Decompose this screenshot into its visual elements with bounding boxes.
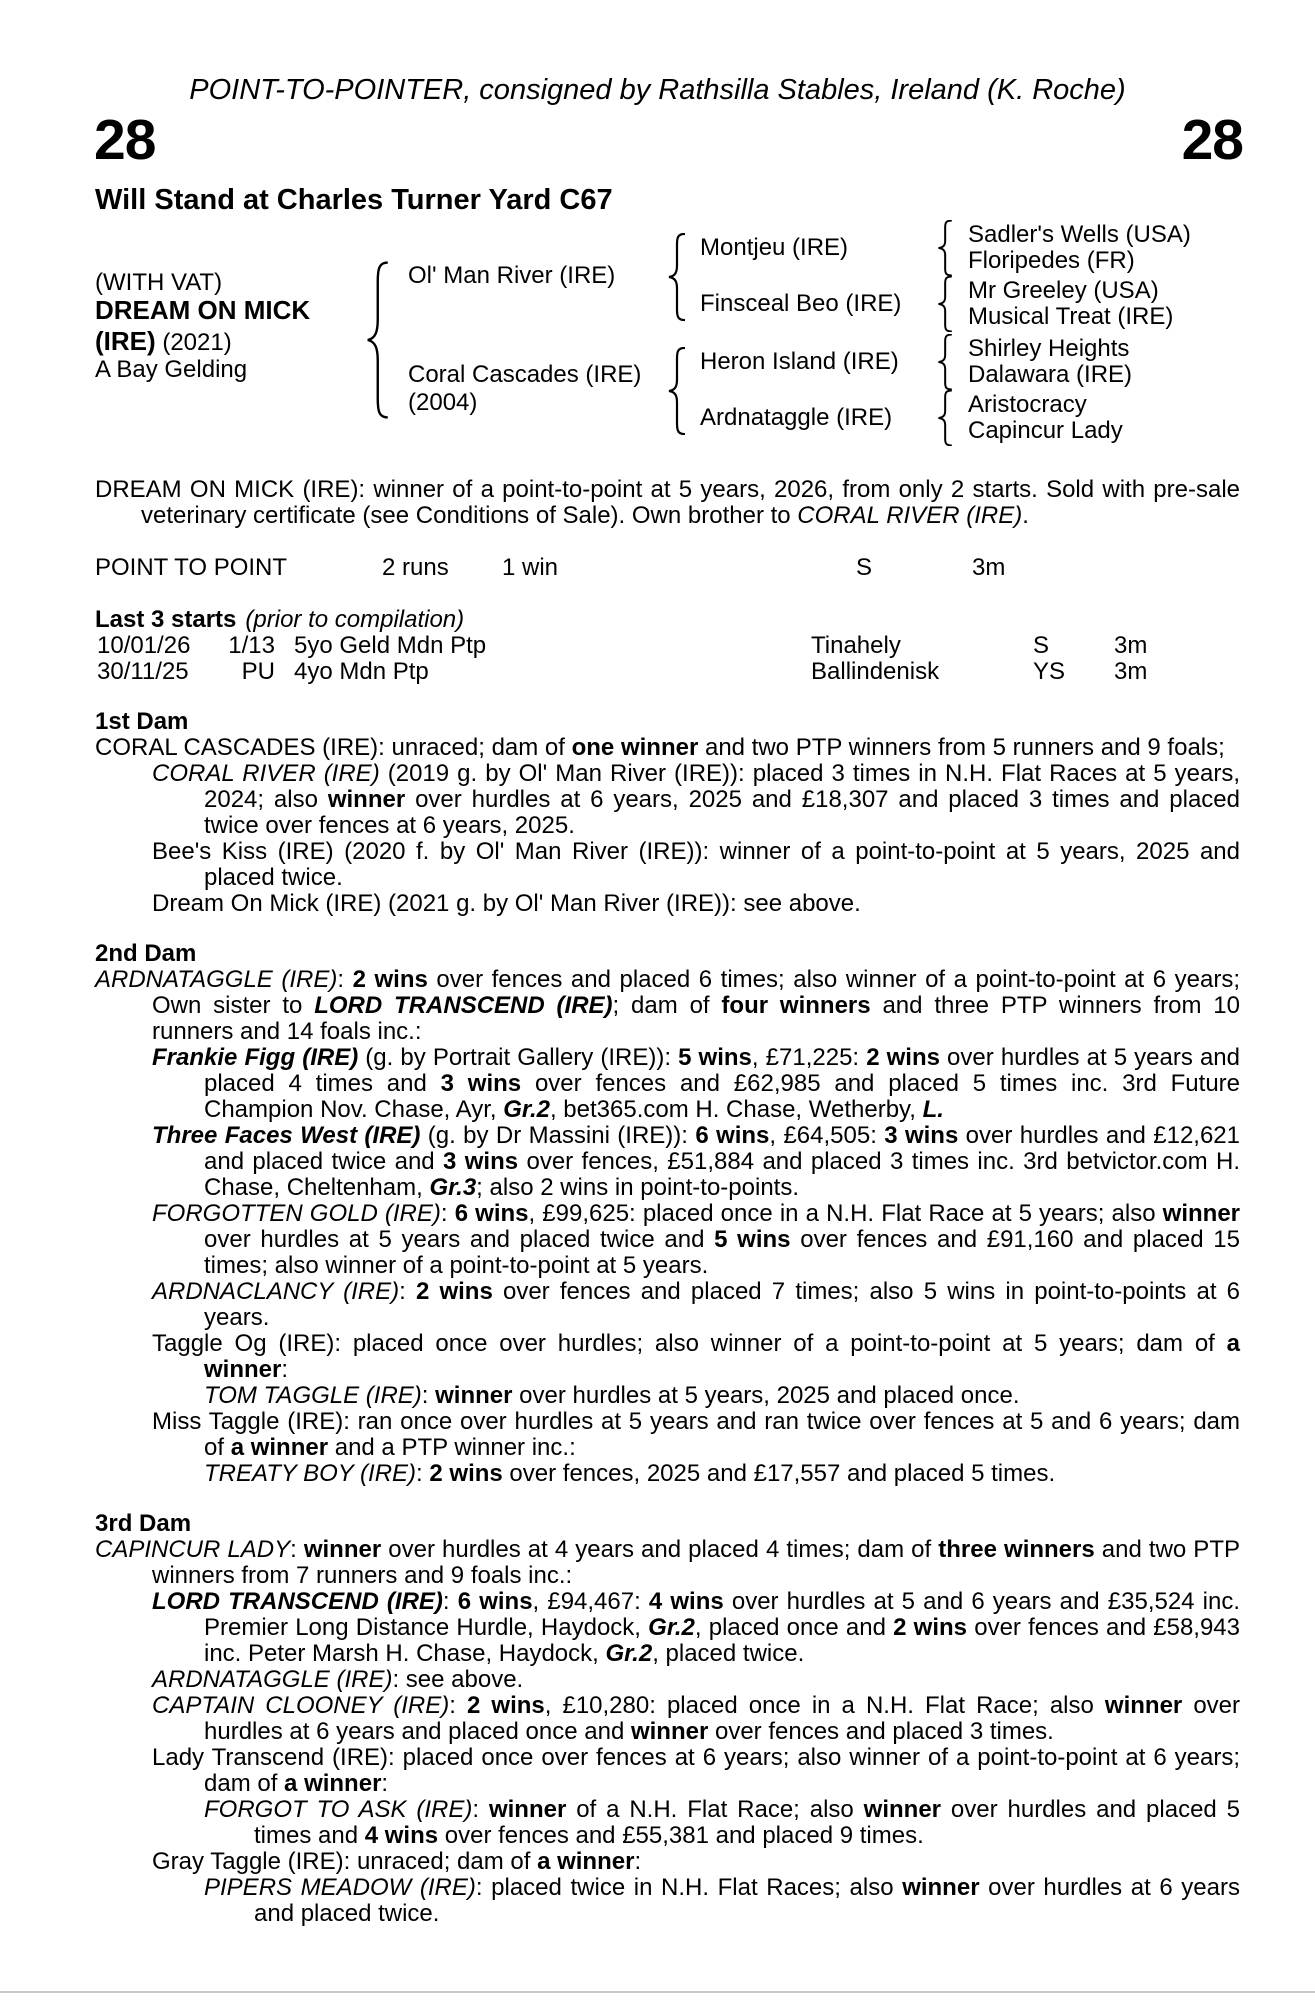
text-run: over hurdles at 5 years and placed twice and bbox=[204, 1226, 715, 1253]
text-run: FORGOTTEN GOLD (IRE) bbox=[152, 1200, 441, 1227]
start-venue: Tinahely bbox=[811, 632, 901, 659]
last-start-row bbox=[95, 633, 1240, 659]
pedigree-brace bbox=[364, 261, 394, 419]
text-run: , £99,625: placed once in a N.H. Flat Race at 5 years; also bbox=[528, 1200, 1163, 1227]
race-record-wins: 1 win bbox=[502, 554, 559, 581]
text-run: , £10,280: placed once in a N.H. Flat Race; also bbox=[544, 1692, 1105, 1719]
text-run: 3 wins bbox=[884, 1122, 959, 1149]
text-run: over hurdles at 6 years and placed once and bbox=[204, 1692, 1241, 1745]
text-run: TREATY BOY (IRE) bbox=[204, 1460, 417, 1487]
catalogue-paragraph bbox=[95, 1383, 1240, 1409]
start-position: 1/13 bbox=[228, 632, 275, 659]
text-run: over hurdles at 5 years and placed 4 times and bbox=[204, 1044, 1240, 1097]
text-run: over hurdles at 4 years and placed 4 times; dam of bbox=[381, 1536, 939, 1563]
catalogue-paragraph bbox=[95, 1123, 1240, 1201]
start-date: 10/01/26 bbox=[97, 632, 191, 659]
text-run: , placed once and bbox=[694, 1614, 894, 1641]
text-run: : placed twice in N.H. Flat Races; also bbox=[475, 1874, 903, 1901]
start-going: S bbox=[1033, 632, 1050, 659]
start-going: YS bbox=[1033, 658, 1066, 685]
catalogue-paragraph bbox=[95, 1745, 1240, 1797]
lot-number-right: 28 bbox=[1181, 108, 1243, 172]
text-run: : bbox=[290, 1536, 304, 1563]
text-run: Lady Transcend (IRE): placed once over fences at 6 years; also winner of a point-to-point at 6 years; dam of bbox=[152, 1744, 1240, 1797]
text-run: : bbox=[449, 1692, 467, 1719]
pedigree-grandsire-sire-side: Montjeu (IRE) bbox=[700, 234, 849, 261]
pedigree-grandsire-dam-side: Heron Island (IRE) bbox=[700, 348, 899, 375]
text-run: : bbox=[381, 1770, 389, 1797]
text-run: TOM TAGGLE (IRE) bbox=[204, 1382, 422, 1409]
text-run: Bee's Kiss (IRE) (2020 f. by Ol' Man River (IRE)): winner of a point-to-point at 5 years, 2025 and placed twice. bbox=[152, 838, 1240, 891]
text-run: a winner bbox=[230, 1434, 329, 1461]
text-run: over fences and £58,943 inc. Peter Marsh H. Chase, Haydock, bbox=[204, 1614, 1241, 1667]
text-run: winner bbox=[1104, 1692, 1183, 1719]
text-run: over fences and £62,985 and placed 5 times inc. 3rd Future Champion Nov. Chase, Ayr, bbox=[204, 1070, 1241, 1123]
start-date: 30/11/25 bbox=[97, 658, 189, 685]
catalogue-paragraph bbox=[95, 891, 1240, 917]
pedigree-great-grandparent: Shirley Heights bbox=[968, 335, 1130, 362]
text-run: a winner bbox=[284, 1770, 382, 1797]
text-run: , £94,467: bbox=[532, 1588, 649, 1615]
stand-location-line: Will Stand at Charles Turner Yard C67 bbox=[95, 184, 613, 216]
pedigree-brace bbox=[936, 220, 956, 276]
text-run: : bbox=[472, 1796, 489, 1823]
race-record-row bbox=[95, 555, 1240, 581]
last-starts-note: (prior to compilation) bbox=[245, 606, 465, 633]
text-run: : bbox=[281, 1356, 289, 1383]
pedigree-great-grandparent: Capincur Lady bbox=[968, 417, 1123, 444]
pedigree-great-grandparent: Aristocracy bbox=[968, 391, 1087, 418]
text-run: winner bbox=[863, 1796, 942, 1823]
pedigree-brace bbox=[936, 276, 956, 332]
text-run: : see above. bbox=[392, 1666, 524, 1693]
text-run: Dream On Mick (IRE) (2021 g. by Ol' Man River (IRE)): see above. bbox=[152, 890, 861, 917]
catalogue-paragraph bbox=[95, 967, 1240, 1045]
text-run: over fences and placed 7 times; also 5 wins in point-to-points at 6 years. bbox=[204, 1278, 1241, 1331]
catalogue-paragraph bbox=[95, 1331, 1240, 1383]
pedigree-great-grandparent: Sadler's Wells (USA) bbox=[968, 221, 1191, 248]
text-run: , placed twice. bbox=[652, 1640, 805, 1667]
pedigree-great-grandparent: Musical Treat (IRE) bbox=[968, 303, 1174, 330]
text-run: CORAL CASCADES (IRE): unraced; dam of bbox=[95, 734, 572, 761]
text-run: , bet365.com H. Chase, Wetherby, bbox=[549, 1096, 923, 1123]
text-run: 6 wins bbox=[454, 1200, 529, 1227]
last-starts-heading bbox=[95, 607, 1240, 633]
text-run: a winner bbox=[204, 1330, 1240, 1383]
text-run: 4 wins bbox=[364, 1822, 439, 1849]
pedigree-brace bbox=[936, 390, 956, 446]
text-run: ARDNACLANCY (IRE) bbox=[152, 1278, 400, 1305]
text-run: winner bbox=[303, 1536, 382, 1563]
catalogue-paragraph bbox=[95, 1409, 1240, 1461]
text-run: over hurdles at 6 years and placed twice. bbox=[254, 1874, 1240, 1927]
text-run: Gr.2 bbox=[648, 1614, 695, 1641]
race-record-runs: 2 runs bbox=[382, 554, 449, 581]
text-run: 2 wins bbox=[866, 1044, 940, 1071]
vat-note: (WITH VAT) bbox=[95, 269, 223, 296]
start-race: 5yo Geld Mdn Ptp bbox=[294, 632, 487, 659]
text-run: 5 wins bbox=[714, 1226, 791, 1253]
consignment-line: POINT-TO-POINTER, consigned by Rathsilla Stables, Ireland (K. Roche) bbox=[189, 74, 1126, 106]
text-run: a winner bbox=[537, 1848, 635, 1875]
text-run: over fences and £55,381 and placed 9 times. bbox=[438, 1822, 924, 1849]
text-run: 3 wins bbox=[443, 1148, 519, 1175]
catalogue-paragraph bbox=[95, 1045, 1240, 1123]
text-run: and three PTP winners from 10 runners and 14 foals inc.: bbox=[152, 992, 1241, 1045]
text-run: over fences, 2025 and £17,557 and placed 5 times. bbox=[502, 1460, 1056, 1487]
pedigree-dam-year: (2004) bbox=[408, 389, 478, 416]
dam-sections bbox=[95, 709, 1240, 1927]
text-run: 2 wins bbox=[352, 966, 428, 993]
text-run: four winners bbox=[721, 992, 871, 1019]
horse-birth-year: (2021) bbox=[162, 329, 232, 356]
start-position: PU bbox=[241, 658, 275, 685]
text-run: FORGOT TO ASK (IRE) bbox=[204, 1796, 473, 1823]
text-run: : bbox=[416, 1460, 430, 1487]
catalogue-paragraph bbox=[95, 839, 1240, 891]
text-run: PIPERS MEADOW (IRE) bbox=[204, 1874, 476, 1901]
text-run: CAPTAIN CLOONEY (IRE) bbox=[152, 1692, 450, 1719]
dam-section-heading: 3rd Dam bbox=[95, 1510, 192, 1537]
text-run: L. bbox=[922, 1096, 944, 1123]
text-run: Miss Taggle (IRE): ran once over hurdles at 5 years and ran twice over fences at 5 and 6 years; dam of bbox=[152, 1408, 1240, 1461]
catalogue-paragraph bbox=[95, 1849, 1240, 1875]
race-record-distance: 3m bbox=[972, 554, 1006, 581]
horse-description: A Bay Gelding bbox=[95, 356, 248, 383]
text-run: Gr.3 bbox=[429, 1174, 477, 1201]
text-run: : bbox=[442, 1588, 458, 1615]
text-run: over fences, £51,884 and placed 3 times inc. 3rd betvictor.com H. Chase, Cheltenham, bbox=[204, 1148, 1240, 1201]
race-record-category: POINT TO POINT bbox=[95, 554, 288, 581]
scan-edge-line bbox=[0, 1991, 1315, 1993]
text-run: 6 wins bbox=[695, 1122, 770, 1149]
catalogue-paragraph bbox=[95, 735, 1240, 761]
text-run: (2019 g. by Ol' Man River (IRE)): placed 3 times in N.H. Flat Races at 5 years, 2024; also bbox=[204, 760, 1240, 813]
pedigree-granddam-sire-side: Finsceal Beo (IRE) bbox=[700, 290, 902, 317]
text-run: winner bbox=[630, 1718, 709, 1745]
intro-paragraph bbox=[95, 477, 1240, 529]
text-run: 3 wins bbox=[440, 1070, 522, 1097]
catalogue-paragraph bbox=[95, 1667, 1240, 1693]
text-run: over fences and placed 6 times; also winner of a point-to-point at 6 years; Own sister to bbox=[152, 966, 1241, 1019]
text-run: three winners bbox=[938, 1536, 1095, 1563]
text-run: , £71,225: bbox=[751, 1044, 867, 1071]
text-run: (g. by Dr Massini (IRE)): bbox=[420, 1122, 696, 1149]
text-run: 2 wins bbox=[467, 1692, 545, 1719]
pedigree-brace bbox=[936, 334, 956, 390]
text-run: Gray Taggle (IRE): unraced; dam of bbox=[152, 1848, 538, 1875]
catalogue-paragraph bbox=[95, 1797, 1240, 1849]
text-run: ARDNATAGGLE (IRE) bbox=[152, 1666, 393, 1693]
text-run: CORAL RIVER (IRE) bbox=[152, 760, 380, 787]
text-run: DREAM ON MICK (IRE): winner of a point-to-point at 5 years, 2026, from only 2 starts. Sold with pre-sale veterinary certificate (see Conditions of Sale). Own brother to bbox=[95, 476, 1240, 529]
pedigree-brace bbox=[666, 233, 690, 321]
text-run: CORAL RIVER (IRE) bbox=[797, 502, 1023, 529]
catalogue-text bbox=[95, 477, 1240, 1927]
text-run: : bbox=[634, 1848, 642, 1875]
text-run: 2 wins bbox=[893, 1614, 968, 1641]
text-run: (g. by Portrait Gallery (IRE)): bbox=[358, 1044, 679, 1071]
text-run: over hurdles and £12,621 and placed twice and bbox=[204, 1122, 1240, 1175]
text-run: Gr.2 bbox=[503, 1096, 550, 1123]
horse-name: DREAM ON MICK bbox=[95, 295, 311, 325]
text-run: 6 wins bbox=[457, 1588, 533, 1615]
text-run: and a PTP winner inc.: bbox=[328, 1434, 576, 1461]
text-run: winner bbox=[902, 1874, 980, 1901]
last-start-row bbox=[95, 659, 1240, 685]
text-run: . bbox=[1022, 502, 1029, 529]
horse-country-suffix: (IRE) bbox=[95, 326, 156, 356]
last-starts-title: Last 3 starts bbox=[95, 606, 237, 633]
text-run: CAPINCUR LADY bbox=[95, 1536, 291, 1563]
text-run: winner bbox=[435, 1382, 513, 1409]
catalogue-paragraph bbox=[95, 1279, 1240, 1331]
pedigree-granddam-dam-side: Ardnataggle (IRE) bbox=[700, 404, 893, 431]
text-run: 2 wins bbox=[415, 1278, 493, 1305]
dam-section-heading: 1st Dam bbox=[95, 708, 189, 735]
text-run: Frankie Figg (IRE) bbox=[152, 1044, 359, 1071]
text-run: 4 wins bbox=[648, 1588, 724, 1615]
pedigree-dam: Coral Cascades (IRE) bbox=[408, 361, 642, 388]
race-record-going: S bbox=[856, 554, 873, 581]
text-run: ; also 2 wins in point-to-points. bbox=[476, 1174, 799, 1201]
catalogue-paragraph bbox=[95, 1201, 1240, 1279]
dam-section-heading: 2nd Dam bbox=[95, 940, 197, 967]
start-distance: 3m bbox=[1114, 658, 1148, 685]
text-run: over hurdles at 6 years, 2025 and £18,307 and placed 3 times and placed twice over fences at 6 years, 2025. bbox=[204, 786, 1240, 839]
text-run: over fences and placed 3 times. bbox=[708, 1718, 1054, 1745]
horse-suffix-year bbox=[95, 328, 232, 356]
catalogue-paragraph bbox=[95, 1589, 1240, 1667]
text-run: LORD TRANSCEND (IRE) bbox=[152, 1588, 443, 1615]
text-run: LORD TRANSCEND (IRE) bbox=[314, 992, 613, 1019]
text-run: ARDNATAGGLE (IRE) bbox=[95, 966, 338, 993]
text-run: over hurdles at 5 and 6 years and £35,524 inc. Premier Long Distance Hurdle, Haydock, bbox=[204, 1588, 1241, 1641]
pedigree-brace bbox=[666, 347, 690, 435]
text-run: of a N.H. Flat Race; also bbox=[566, 1796, 864, 1823]
start-race: 4yo Mdn Ptp bbox=[294, 658, 429, 685]
catalogue-paragraph bbox=[95, 761, 1240, 839]
text-run: Gr.2 bbox=[605, 1640, 653, 1667]
pedigree-sire: Ol' Man River (IRE) bbox=[408, 262, 616, 289]
text-run: 2 wins bbox=[429, 1460, 503, 1487]
text-run: : bbox=[440, 1200, 455, 1227]
catalogue-paragraph bbox=[95, 1875, 1240, 1927]
text-run: over hurdles at 5 years, 2025 and placed once. bbox=[512, 1382, 1020, 1409]
text-run: and two PTP winners from 7 runners and 9 foals inc.: bbox=[152, 1536, 1240, 1589]
text-run: one winner bbox=[571, 734, 699, 761]
last-starts-rows bbox=[95, 633, 1240, 685]
text-run: : bbox=[337, 966, 353, 993]
pedigree-great-grandparent: Mr Greeley (USA) bbox=[968, 277, 1159, 304]
text-run: and two PTP winners from 5 runners and 9 foals; bbox=[698, 734, 1225, 761]
last-starts-block bbox=[95, 607, 1240, 685]
text-run: , £64,505: bbox=[769, 1122, 885, 1149]
text-run: Taggle Og (IRE): placed once over hurdles; also winner of a point-to-point at 5 years; dam of bbox=[152, 1330, 1227, 1357]
text-run: Three Faces West (IRE) bbox=[152, 1122, 421, 1149]
text-run: winner bbox=[1162, 1200, 1241, 1227]
text-run: ; dam of bbox=[612, 992, 722, 1019]
pedigree-great-grandparent: Floripedes (FR) bbox=[968, 247, 1135, 274]
text-run: : bbox=[399, 1278, 416, 1305]
start-distance: 3m bbox=[1114, 632, 1148, 659]
catalogue-paragraph bbox=[95, 1461, 1240, 1487]
text-run: 5 wins bbox=[678, 1044, 752, 1071]
start-venue: Ballindenisk bbox=[811, 658, 940, 685]
text-run: over fences and £91,160 and placed 15 times; also winner of a point-to-point at 5 years. bbox=[204, 1226, 1241, 1279]
text-run: over hurdles and placed 5 times and bbox=[254, 1796, 1241, 1849]
catalogue-paragraph bbox=[95, 1537, 1240, 1589]
lot-number-left: 28 bbox=[94, 108, 156, 172]
catalogue-paragraph bbox=[95, 1693, 1240, 1745]
text-run: : bbox=[421, 1382, 436, 1409]
text-run: winner bbox=[488, 1796, 567, 1823]
pedigree-great-grandparent: Dalawara (IRE) bbox=[968, 361, 1133, 388]
text-run: winner bbox=[327, 786, 406, 813]
